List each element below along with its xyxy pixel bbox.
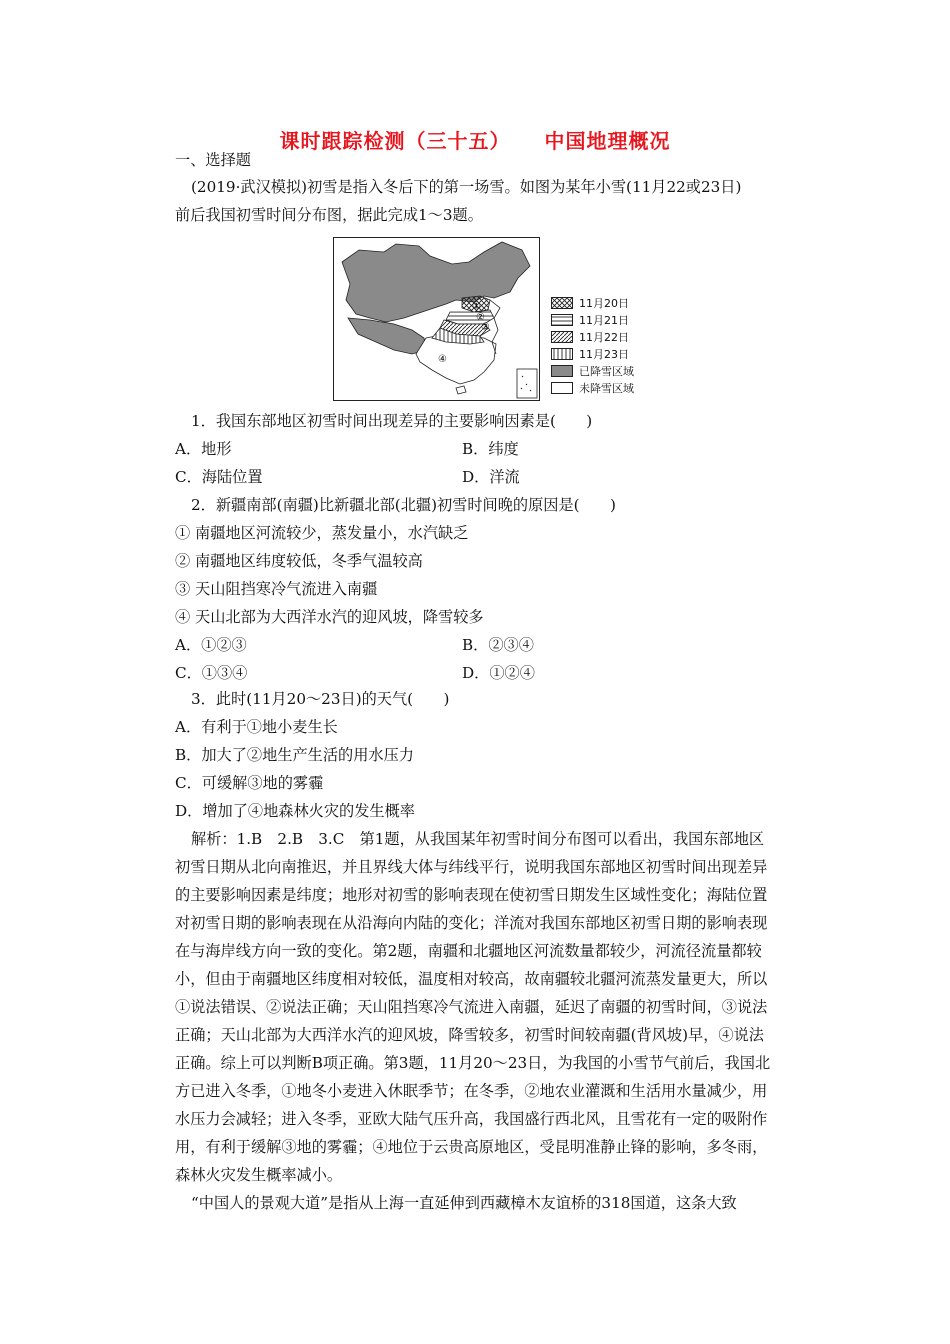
analysis-line: 在与海岸线方向一致的变化。第2题，南疆和北疆地区河流数量都较少，河流径流量都较 [175, 942, 762, 960]
q2-statement-1: ① 南疆地区河流较少，蒸发量小，水汽缺乏 [175, 524, 469, 542]
china-map [334, 238, 539, 400]
horizontal-lines-swatch-icon [551, 314, 573, 326]
snow-map-figure [333, 237, 651, 402]
map-label-3: ③ [481, 322, 490, 333]
q1-option-c: C．海陆位置 [175, 468, 263, 486]
q3-option-c: C．可缓解③地的雾霾 [175, 774, 324, 792]
snowed-region-tibet [348, 318, 426, 354]
analysis-line: 用，有利于缓解③地的雾霾；④地位于云贵高原地区，受昆明准静止锋的影响，多冬雨， [175, 1138, 768, 1156]
map-legend [551, 294, 634, 396]
analysis-line: 解析：1.B 2.B 3.C 第1题，从我国某年初雪时间分布图可以看出，我国东部地区 [191, 830, 765, 848]
diagonal-lines-swatch-icon [551, 331, 573, 343]
legend-item-nov-22: 11月22日 [551, 328, 634, 345]
q2-statement-3: ③ 天山阻挡寒冷气流进入南疆 [175, 580, 378, 598]
crosshatch-swatch-icon [551, 297, 573, 309]
map-label-1: ① [472, 301, 481, 312]
analysis-line: 方已进入冬季，①地冬小麦进入休眠季节；在冬季，②地农业灌溉和生活用水量减少，用 [175, 1082, 768, 1100]
map-label-4: ④ [438, 354, 447, 365]
legend-item-snowed: 已降雪区域 [551, 362, 634, 379]
next-paragraph: “中国人的景观大道”是指从上海一直延伸到西藏樟木友谊桥的318国道，这条大致 [191, 1194, 737, 1212]
page-title: 课时跟踪检测（三十五） 中国地理概况 [279, 129, 671, 153]
south-china-sea-inset [517, 369, 537, 398]
analysis-line: 水压力会减轻；进入冬季，亚欧大陆气压升高，我国盛行西北风，且雪花有一定的吸附作 [175, 1110, 768, 1128]
q2-stem: 2．新疆南部(南疆)比新疆北部(北疆)初雪时间晚的原因是( ) [191, 496, 616, 514]
analysis-line: 正确。综上可以判断B项正确。第3题，11月20～23日，为我国的小雪节气前后，我国北 [175, 1054, 771, 1072]
q3-stem: 3．此时(11月20～23日)的天气( ) [191, 690, 450, 708]
vertical-lines-swatch-icon [551, 348, 573, 360]
snowed-region-north [342, 242, 530, 322]
legend-item-unsnowed: 未降雪区域 [551, 379, 634, 396]
map-label-2: ② [476, 312, 485, 323]
analysis-line: 初雪日期从北向南推迟，并且界线大体与纬线平行，说明我国东部地区初雪时间出现差异 [175, 858, 768, 876]
q2-option-c: C．①③④ [175, 664, 248, 682]
q3-option-b: B．加大了②地生产生活的用水压力 [175, 746, 414, 764]
q3-option-d: D．增加了④地森林火灾的发生概率 [175, 802, 415, 820]
map-frame [333, 237, 540, 401]
analysis-line: 森林火灾发生概率减小。 [175, 1166, 343, 1184]
analysis-line: ①说法错误、②说法正确；天山阻挡寒冷气流进入南疆，延迟了南疆的初雪时间，③说法 [175, 998, 768, 1016]
analysis-line: 对初雪日期的影响表现在从沿海向内陆的变化；洋流对我国东部地区初雪日期的影响表现 [175, 914, 768, 932]
legend-item-nov-23: 11月23日 [551, 345, 634, 362]
intro-line-1: (2019·武汉模拟)初雪是指入冬后下的第一场雪。如图为某年小雪(11月22或23日) [191, 178, 742, 196]
q2-option-b: B．②③④ [462, 636, 534, 654]
intro-line-2: 前后我国初雪时间分布图，据此完成1～3题。 [175, 206, 483, 224]
analysis-line: 的主要影响因素是纬度；地形对初雪的影响表现在使初雪日期发生区域性变化；海陆位置 [175, 886, 768, 904]
hainan-island [456, 386, 466, 394]
q2-option-d: D．①②④ [462, 664, 535, 682]
q1-option-b: B．纬度 [462, 440, 519, 458]
q2-option-a: A．①②③ [175, 636, 247, 654]
q2-statement-4: ④ 天山北部为大西洋水汽的迎风坡，降雪较多 [175, 608, 484, 626]
legend-item-nov-21: 11月21日 [551, 311, 634, 328]
analysis-line: 小，但由于南疆地区纬度相对较低，温度相对较高，故南疆较北疆河流蒸发量更大，所以 [175, 970, 768, 988]
q3-option-a: A．有利于①地小麦生长 [175, 718, 338, 736]
gray-swatch-icon [551, 365, 573, 377]
legend-item-nov-20: 11月20日 [551, 294, 634, 311]
q2-statement-2: ② 南疆地区纬度较低，冬季气温较高 [175, 552, 423, 570]
q1-option-d: D．洋流 [462, 468, 520, 486]
section-heading: 一、选择题 [175, 151, 251, 169]
q1-option-a: A．地形 [175, 440, 232, 458]
white-swatch-icon [551, 382, 573, 394]
analysis-line: 正确；天山北部为大西洋水汽的迎风坡，降雪较多，初雪时间较南疆(背风坡)早，④说法 [175, 1026, 764, 1044]
q1-stem: 1．我国东部地区初雪时间出现差异的主要影响因素是( ) [191, 412, 593, 430]
